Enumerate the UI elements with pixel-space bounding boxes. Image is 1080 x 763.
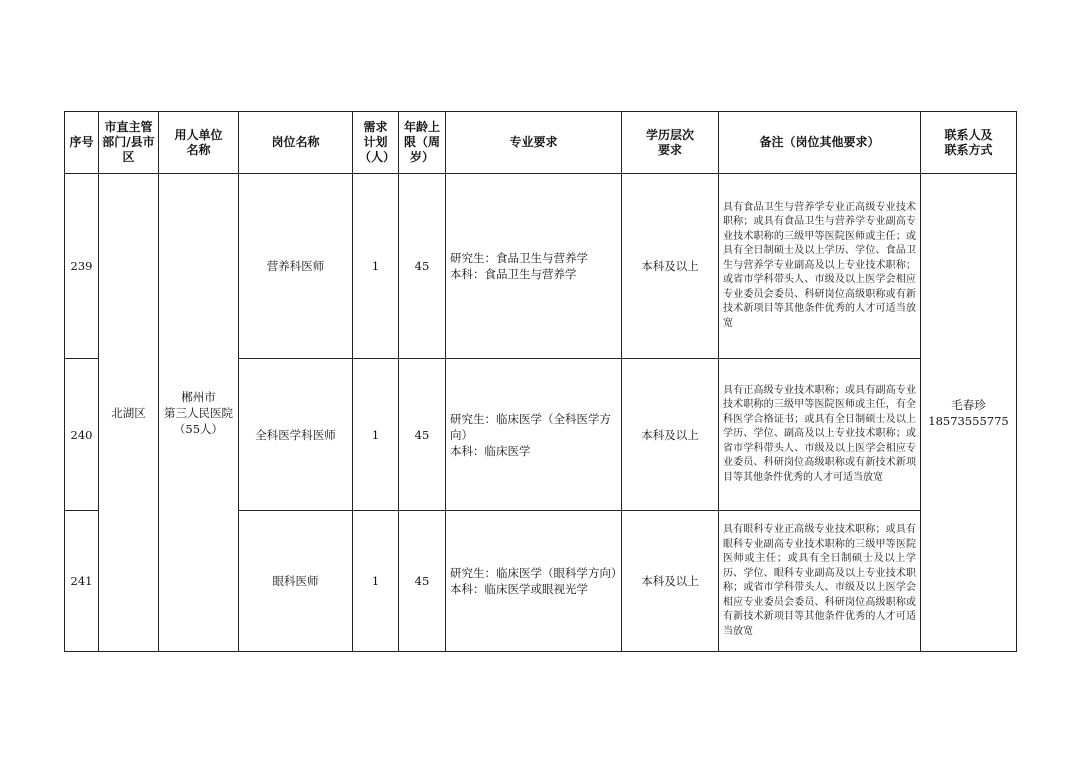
row-plan: 1 (353, 174, 399, 359)
row-seq: 239 (65, 174, 99, 359)
contact-name: 毛春珍 (951, 397, 986, 412)
row-edu: 本科及以上 (622, 174, 719, 359)
row-plan: 1 (353, 511, 399, 652)
unit-line: 第三人民医院 (164, 405, 233, 420)
row-remark: 具有正高级专业技术职称；或具有副高专业技术职称的三级甲等医院医师或主任，有全科医学合格证书；或具有全日制硕士及以上学历、学位、副高及以上专业技术职称；或省市学科带头人、市级及以上医学会相应专业委员、科研岗位高级职称或有新技术新项目等其他条件优秀的人才可适当放宽 (719, 359, 921, 511)
row-post: 营养科医师 (239, 174, 353, 359)
header-remark: 备注（岗位其他要求） (719, 112, 921, 174)
unit-line: （55人） (173, 421, 224, 436)
major-line: 研究生：食品卫生与营养学 (450, 251, 588, 265)
header-plan: 需求计划（人） (353, 112, 399, 174)
header-row (65, 112, 1017, 174)
row-major (446, 359, 622, 511)
row-post: 眼科医师 (239, 511, 353, 652)
header-age: 年龄上限（周岁） (399, 112, 446, 174)
unit-line: 郴州市 (181, 389, 216, 404)
contact-cell (921, 174, 1017, 652)
major-line: 研究生：临床医学（全科医学方向） (450, 411, 611, 442)
row-seq: 240 (65, 359, 99, 511)
row-edu: 本科及以上 (622, 359, 719, 511)
row-major (446, 174, 622, 359)
row-seq: 241 (65, 511, 99, 652)
major-line: 研究生：临床医学（眼科学方向） (450, 566, 623, 580)
contact-phone: 18573555775 (928, 413, 1009, 428)
header-contact: 联系人及联系方式 (921, 112, 1017, 174)
row-remark: 具有眼科专业正高级专业技术职称；或具有眼科专业副高专业技术职称的三级甲等医院医师或主任；或具有全日制硕士及以上学历、学位、眼科专业副高及以上专业技术职称；或省市学科带头人、市级及以上医学会相应专业委员会委员、科研岗位高级职称或有新技术新项目等其他条件优秀的人才可适当放宽 (719, 511, 921, 652)
unit-cell (159, 174, 239, 652)
header-edu: 学历层次要求 (622, 112, 719, 174)
recruitment-table (64, 111, 1017, 652)
table-row (65, 174, 1017, 359)
header-post: 岗位名称 (239, 112, 353, 174)
row-remark: 具有食品卫生与营养学专业正高级专业技术职称；或具有食品卫生与营养学专业副高专业技术职称的三级甲等医院医师或主任；或具有全日制硕士及以上学历、学位、食品卫生与营养学专业副高及以上专业技术职称；或省市学科带头人、市级及以上医学会相应专业委员会委员、科研岗位高级职称或有新技术新项目等其他条件优秀的人才可适当放宽 (719, 174, 921, 359)
header-unit: 用人单位名称 (159, 112, 239, 174)
row-age: 45 (399, 511, 446, 652)
row-age: 45 (399, 359, 446, 511)
major-line: 本科：临床医学 (450, 443, 531, 458)
row-major (446, 511, 622, 652)
header-seq: 序号 (65, 112, 99, 174)
row-plan: 1 (353, 359, 399, 511)
row-age: 45 (399, 174, 446, 359)
dept-cell: 北湖区 (99, 174, 159, 652)
header-dept: 市直主管部门/县市区 (99, 112, 159, 174)
major-line: 本科：食品卫生与营养学 (450, 267, 577, 281)
header-major: 专业要求 (446, 112, 622, 174)
major-line: 本科：临床医学或眼视光学 (450, 582, 588, 596)
row-post: 全科医学科医师 (239, 359, 353, 511)
row-edu: 本科及以上 (622, 511, 719, 652)
